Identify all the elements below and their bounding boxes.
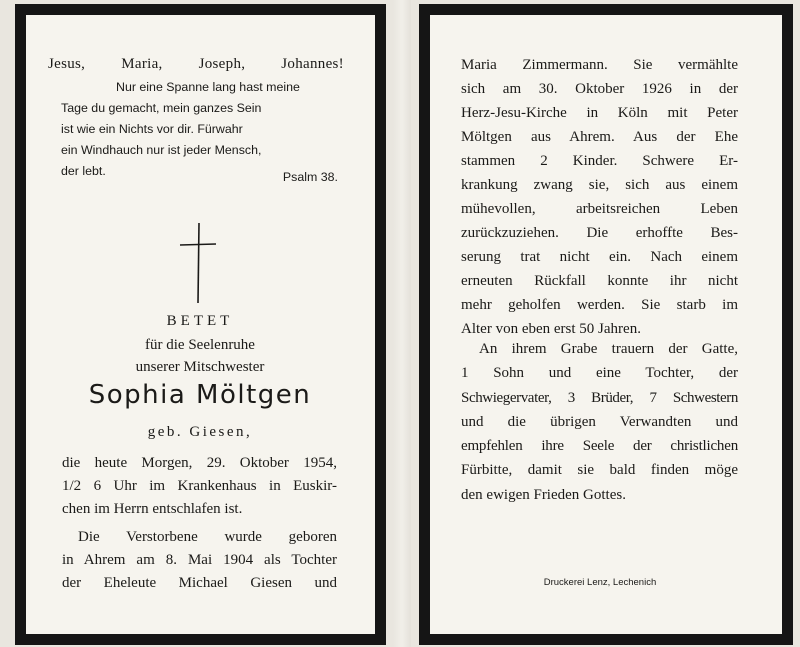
cross-icon bbox=[178, 221, 218, 305]
text-line: serung trat nicht ein. Nach einem bbox=[461, 249, 738, 265]
text-line: in Ahrem am 8. Mai 1904 als Tochter bbox=[62, 552, 337, 568]
text-line: Maria Zimmermann. Sie vermählte bbox=[461, 57, 738, 73]
text-line: krankung zwang sie, sich aus einem bbox=[461, 177, 738, 193]
deceased-name: Sophia Möltgen bbox=[88, 380, 312, 410]
text-line: Die Verstorbene wurde geboren bbox=[78, 529, 337, 545]
printer-imprint: Druckerei Lenz, Lechenich bbox=[543, 577, 657, 588]
verse-line: der lebt. bbox=[61, 164, 106, 178]
text-line: Herz-Jesu-Kirche in Köln mit Peter bbox=[461, 105, 738, 121]
text-line: sich am 30. Oktober 1926 in der bbox=[461, 81, 738, 97]
biography-text-start bbox=[62, 526, 337, 595]
heading-word: Maria, bbox=[121, 56, 163, 72]
text-line: Fürbitte, damit sie bald finden möge bbox=[461, 462, 738, 479]
verse-line: ist wie ein Nichts vor dir. Fürwahr bbox=[61, 122, 243, 136]
heading-word: Joseph, bbox=[198, 56, 246, 72]
text-line: den ewigen Frieden Gottes. bbox=[461, 486, 626, 503]
psalm-reference: Psalm 38. bbox=[282, 170, 338, 184]
text-line: erneuten Rückfall konnte ihr nicht bbox=[461, 273, 738, 289]
sister-line: unserer Mitschwester bbox=[135, 359, 265, 375]
invocation-heading bbox=[48, 56, 344, 73]
text-line: chen im Herrn entschlafen ist. bbox=[62, 501, 243, 517]
text-line: An ihrem Grabe trauern der Gatte, bbox=[479, 341, 738, 357]
prayer-line: für die Seelenruhe bbox=[145, 337, 255, 353]
text-line: empfehlen ihre Seele der christlichen bbox=[461, 438, 738, 455]
text-line: mühevollen, arbeitsreichen Leben bbox=[461, 201, 738, 217]
text-line: 1 Sohn und eine Tochter, der bbox=[461, 365, 738, 382]
verse-line: Nur eine Spanne lang hast meine bbox=[116, 80, 300, 94]
biography-text-continued bbox=[461, 53, 738, 341]
text-line: Möltgen aus Ahrem. Aus der Ehe bbox=[461, 129, 738, 145]
text-line: und die übrigen Verwandten und bbox=[461, 413, 738, 430]
text-line: Alter von eben erst 50 Jahren. bbox=[461, 321, 641, 337]
verse-line: Tage du gemacht, mein ganzes Sein bbox=[61, 101, 262, 115]
text-line: 1/2 6 Uhr im Krankenhaus in Euskir- bbox=[62, 478, 337, 494]
maiden-name: geb. Giesen, bbox=[147, 424, 253, 440]
text-line: stammen 2 Kinder. Schwere Er- bbox=[461, 153, 738, 169]
text-line: mehr geholfen werden. Sie starb im bbox=[461, 297, 738, 313]
card-fold bbox=[393, 0, 411, 647]
text-line: Schwiegervater, 3 Brüder, 7 Schwestern bbox=[461, 389, 738, 406]
betet-heading: BETET bbox=[166, 313, 234, 329]
heading-word: Jesus, bbox=[48, 56, 86, 72]
psalm-verse bbox=[61, 77, 339, 182]
text-line: der Eheleute Michael Giesen und bbox=[62, 575, 337, 591]
mourners-text bbox=[461, 337, 738, 507]
text-line: zurückzuziehen. Die erhoffte Bes- bbox=[461, 225, 738, 241]
text-line: die heute Morgen, 29. Oktober 1954, bbox=[62, 455, 337, 471]
heading-word: Johannes! bbox=[281, 56, 344, 72]
death-notice-text bbox=[62, 452, 337, 521]
verse-line: ein Windhauch nur ist jeder Mensch, bbox=[61, 143, 262, 157]
